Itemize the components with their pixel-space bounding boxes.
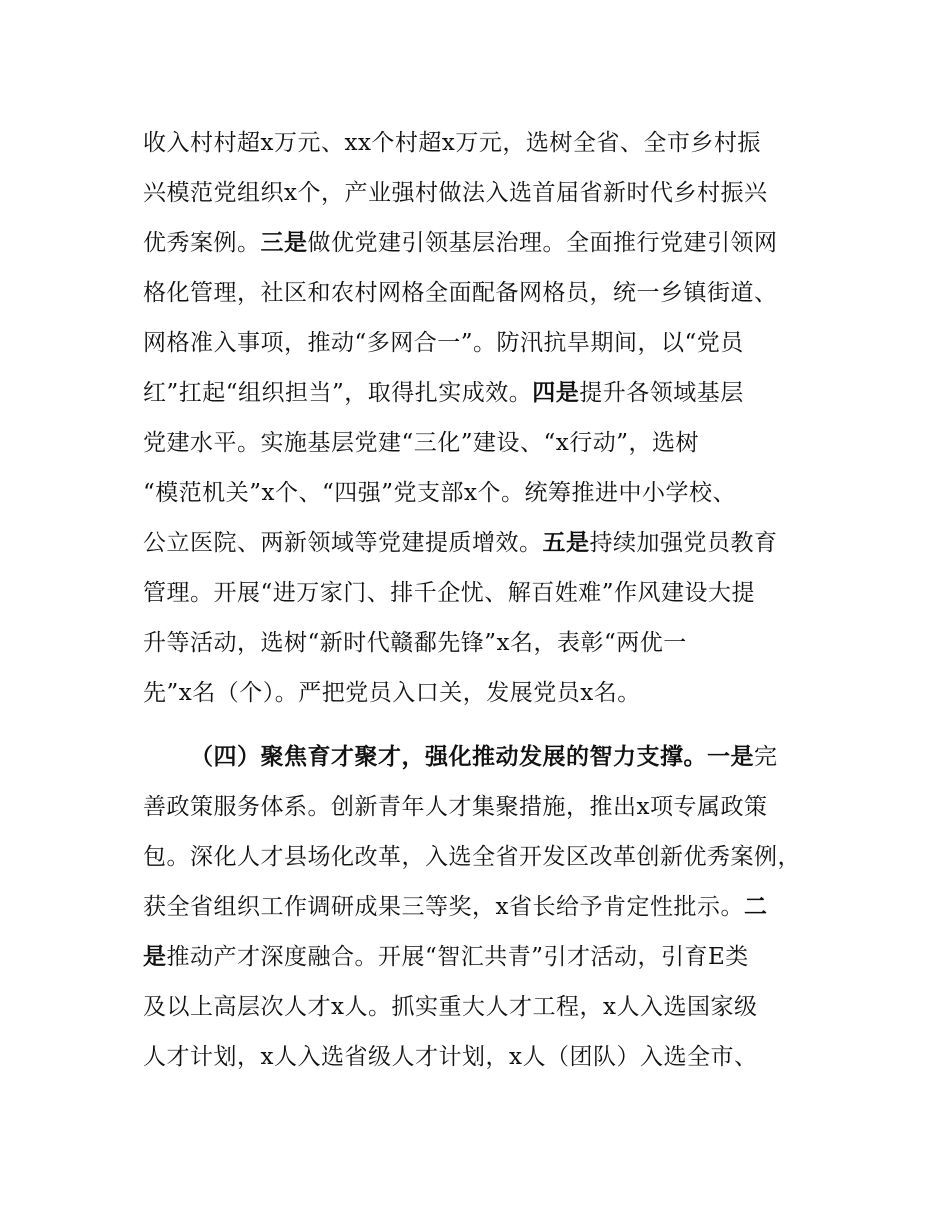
bold-text-run: 三是	[260, 230, 308, 256]
text-run: 先”x名（个）。严把党员入口关，发展党员x名。	[143, 680, 641, 706]
bold-text-run: 四是	[532, 380, 580, 406]
paragraph-line	[143, 178, 767, 208]
text-run: 格化管理，社区和农村网格全面配备网格员，统一乡镇街道、	[143, 280, 778, 306]
paragraph-line	[143, 628, 687, 658]
text-run: 优秀案例。	[143, 230, 261, 256]
paragraph-line	[143, 428, 699, 458]
text-run: 获全省组织工作调研成果三等奖，x省长给予肯定性批示。	[143, 894, 744, 920]
paragraph-line	[143, 378, 744, 408]
text-run: 网格准入事项，推动“多网合一”。防汛抗旱期间，以“党员	[143, 330, 744, 356]
bold-text-run: 一是	[707, 744, 754, 770]
paragraph-line	[143, 892, 767, 922]
paragraph-line	[143, 328, 744, 358]
paragraph-line	[143, 528, 778, 558]
bold-text-run: 是	[143, 944, 167, 970]
text-run: 红”扛起“组织担当”，取得扎实成效。	[143, 380, 533, 406]
paragraph-line	[143, 578, 755, 608]
text-run: 包。深化人才县场化改革，入选全省开发区改革创新优秀案例，	[143, 844, 801, 870]
text-run: “模范机关”x个、“四强”党支部x个。统筹推进中小学校、	[143, 480, 736, 506]
text-run: 善政策服务体系。创新青年人才集聚措施，推出x项专属政策	[143, 794, 768, 820]
paragraph-line	[143, 678, 641, 708]
paragraph-line	[143, 128, 761, 158]
bold-text-run: （四）聚焦育才聚才，强化推动发展的智力支撑。	[190, 744, 707, 770]
bold-text-run: 五是	[542, 530, 590, 556]
text-run: 完	[754, 744, 778, 770]
paragraph-line	[143, 842, 801, 872]
paragraph-line	[143, 1042, 757, 1072]
text-run: 收入村村超x万元、xx个村超x万元，选树全省、全市乡村振	[143, 130, 761, 156]
paragraph-line	[143, 792, 767, 822]
text-run: 升等活动，选树“新时代赣鄱先锋”x名，表彰“两优一	[143, 630, 687, 656]
paragraph-line	[143, 278, 778, 308]
text-run: 提升各领域基层	[579, 380, 744, 406]
paragraph-line	[143, 478, 736, 508]
paragraph-line	[143, 228, 778, 258]
text-run: 党建水平。实施基层党建“三化”建设、“x行动”，选树	[143, 430, 700, 456]
paragraph-line	[143, 992, 757, 1022]
text-run: 推动产才深度融合。开展“智汇共青”引才活动，引育E类	[166, 944, 749, 970]
bold-text-run: 二	[743, 894, 768, 920]
text-run: 做优党建引领基层治理。全面推行党建引领网	[307, 230, 778, 256]
text-run: 人才计划，x人入选省级人才计划，x人（团队）入选全市、	[143, 1044, 758, 1070]
paragraph-line	[143, 942, 749, 972]
text-run: 兴模范党组织x个，产业强村做法入选首届省新时代乡村振兴	[143, 180, 768, 206]
text-run: 持续加强党员教育	[589, 530, 778, 556]
text-run: 管理。开展“进万家门、排千企忧、解百姓难”作风建设大提	[143, 580, 756, 606]
section-heading-line	[190, 742, 778, 772]
text-run: 及以上高层次人才x人。抓实重大人才工程，x人入选国家级	[143, 994, 758, 1020]
text-run: 公立医院、两新领域等党建提质增效。	[143, 530, 543, 556]
